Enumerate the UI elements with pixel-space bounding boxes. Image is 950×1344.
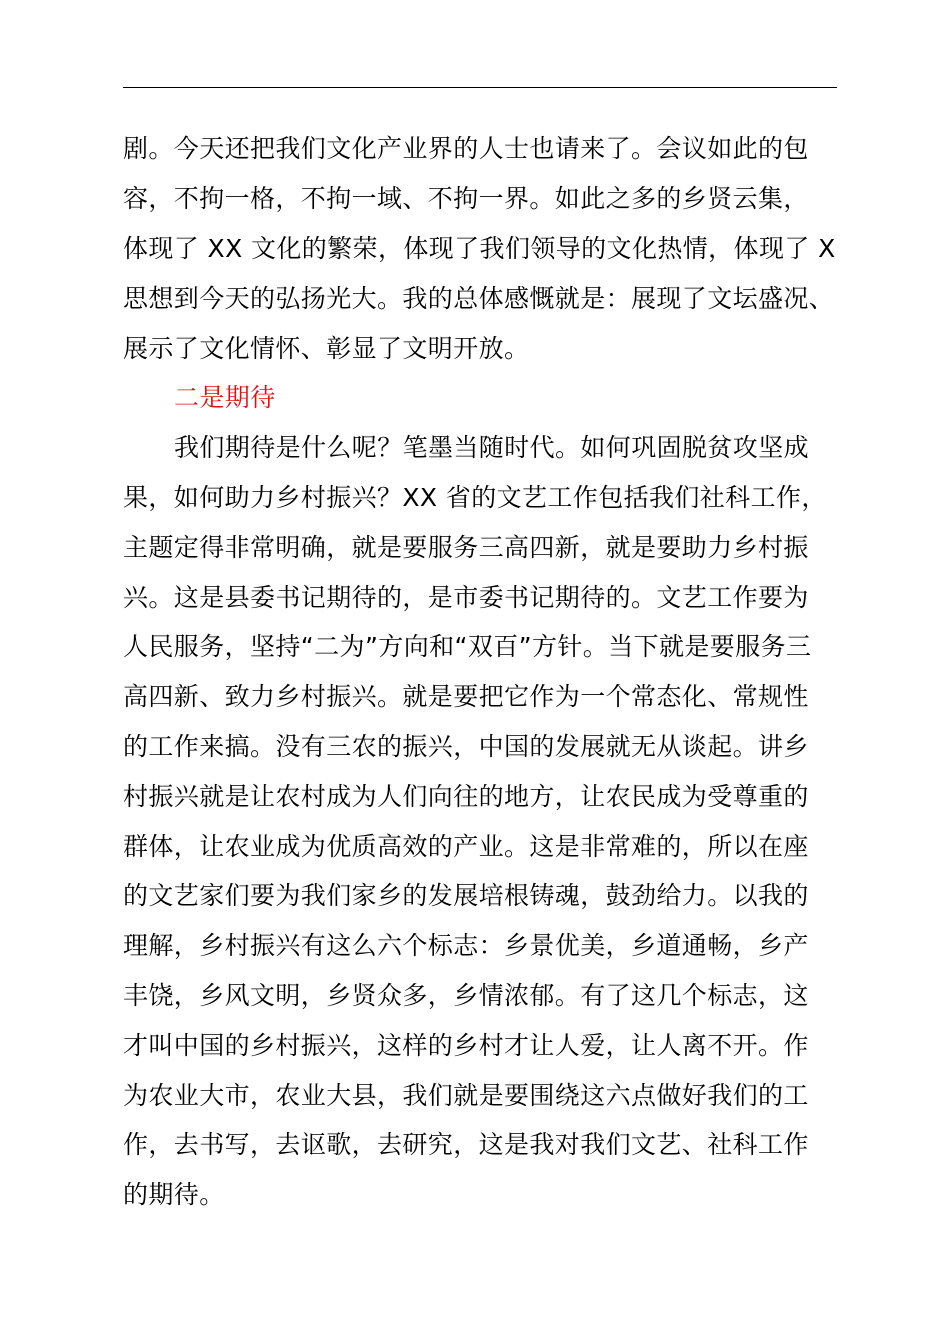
text-line: 的期待。 — [123, 1180, 225, 1209]
text-line: 的工作来搞。没有三农的振兴，中国的发展就无从谈起。讲乡 — [123, 732, 809, 761]
text-line: 人民服务，坚持“二为”方向和“双百”方针。当下就是要服务三 — [123, 632, 812, 661]
text-line: 的文艺家们要为我们家乡的发展培根铸魂，鼓劲给力。以我的 — [123, 881, 809, 910]
text-line: 剧。今天还把我们文化产业界的人士也请来了。会议如此的包 — [123, 134, 809, 163]
text-line: 我们期待是什么呢？笔墨当随时代。如何巩固脱贫攻坚成 — [174, 433, 810, 462]
text-line: 作，去书写，去讴歌，去研究，这是我对我们文艺、社科工作 — [123, 1130, 809, 1159]
text-line: 群体，让农业成为优质高效的产业。这是非常难的，所以在座 — [123, 832, 809, 861]
text-line: 主题定得非常明确，就是要服务三高四新，就是要助力乡村振 — [123, 533, 809, 562]
text-line: 容，不拘一格，不拘一域、不拘一界。如此之多的乡贤云集， — [123, 184, 809, 213]
text-line: 丰饶，乡风文明，乡贤众多，乡情浓郁。有了这几个标志，这 — [123, 981, 809, 1010]
text-line: 理解，乡村振兴有这么六个标志：乡景优美，乡道通畅，乡产 — [123, 931, 809, 960]
text-line: 兴。这是县委书记期待的，是市委书记期待的。文艺工作要为 — [123, 583, 809, 612]
header-rule — [123, 87, 837, 88]
text-line: 展示了文化情怀、彰显了文明开放。 — [123, 334, 530, 363]
text-line: 高四新、致力乡村振兴。就是要把它作为一个常态化、常规性 — [123, 682, 809, 711]
text-line: 体现了 XX 文化的繁荣，体现了我们领导的文化热情，体现了 X — [123, 234, 836, 263]
section-heading: 二是期待 — [174, 383, 276, 412]
text-line: 才叫中国的乡村振兴，这样的乡村才让人爱，让人离不开。作 — [123, 1031, 809, 1060]
text-line: 村振兴就是让农村成为人们向往的地方，让农民成为受尊重的 — [123, 782, 809, 811]
text-line: 果，如何助力乡村振兴？XX 省的文艺工作包括我们社科工作， — [123, 483, 827, 512]
text-line: 思想到今天的弘扬光大。我的总体感慨就是：展现了文坛盛况、 — [123, 284, 835, 313]
text-line: 为农业大市，农业大县，我们就是要围绕这六点做好我们的工 — [123, 1081, 809, 1110]
